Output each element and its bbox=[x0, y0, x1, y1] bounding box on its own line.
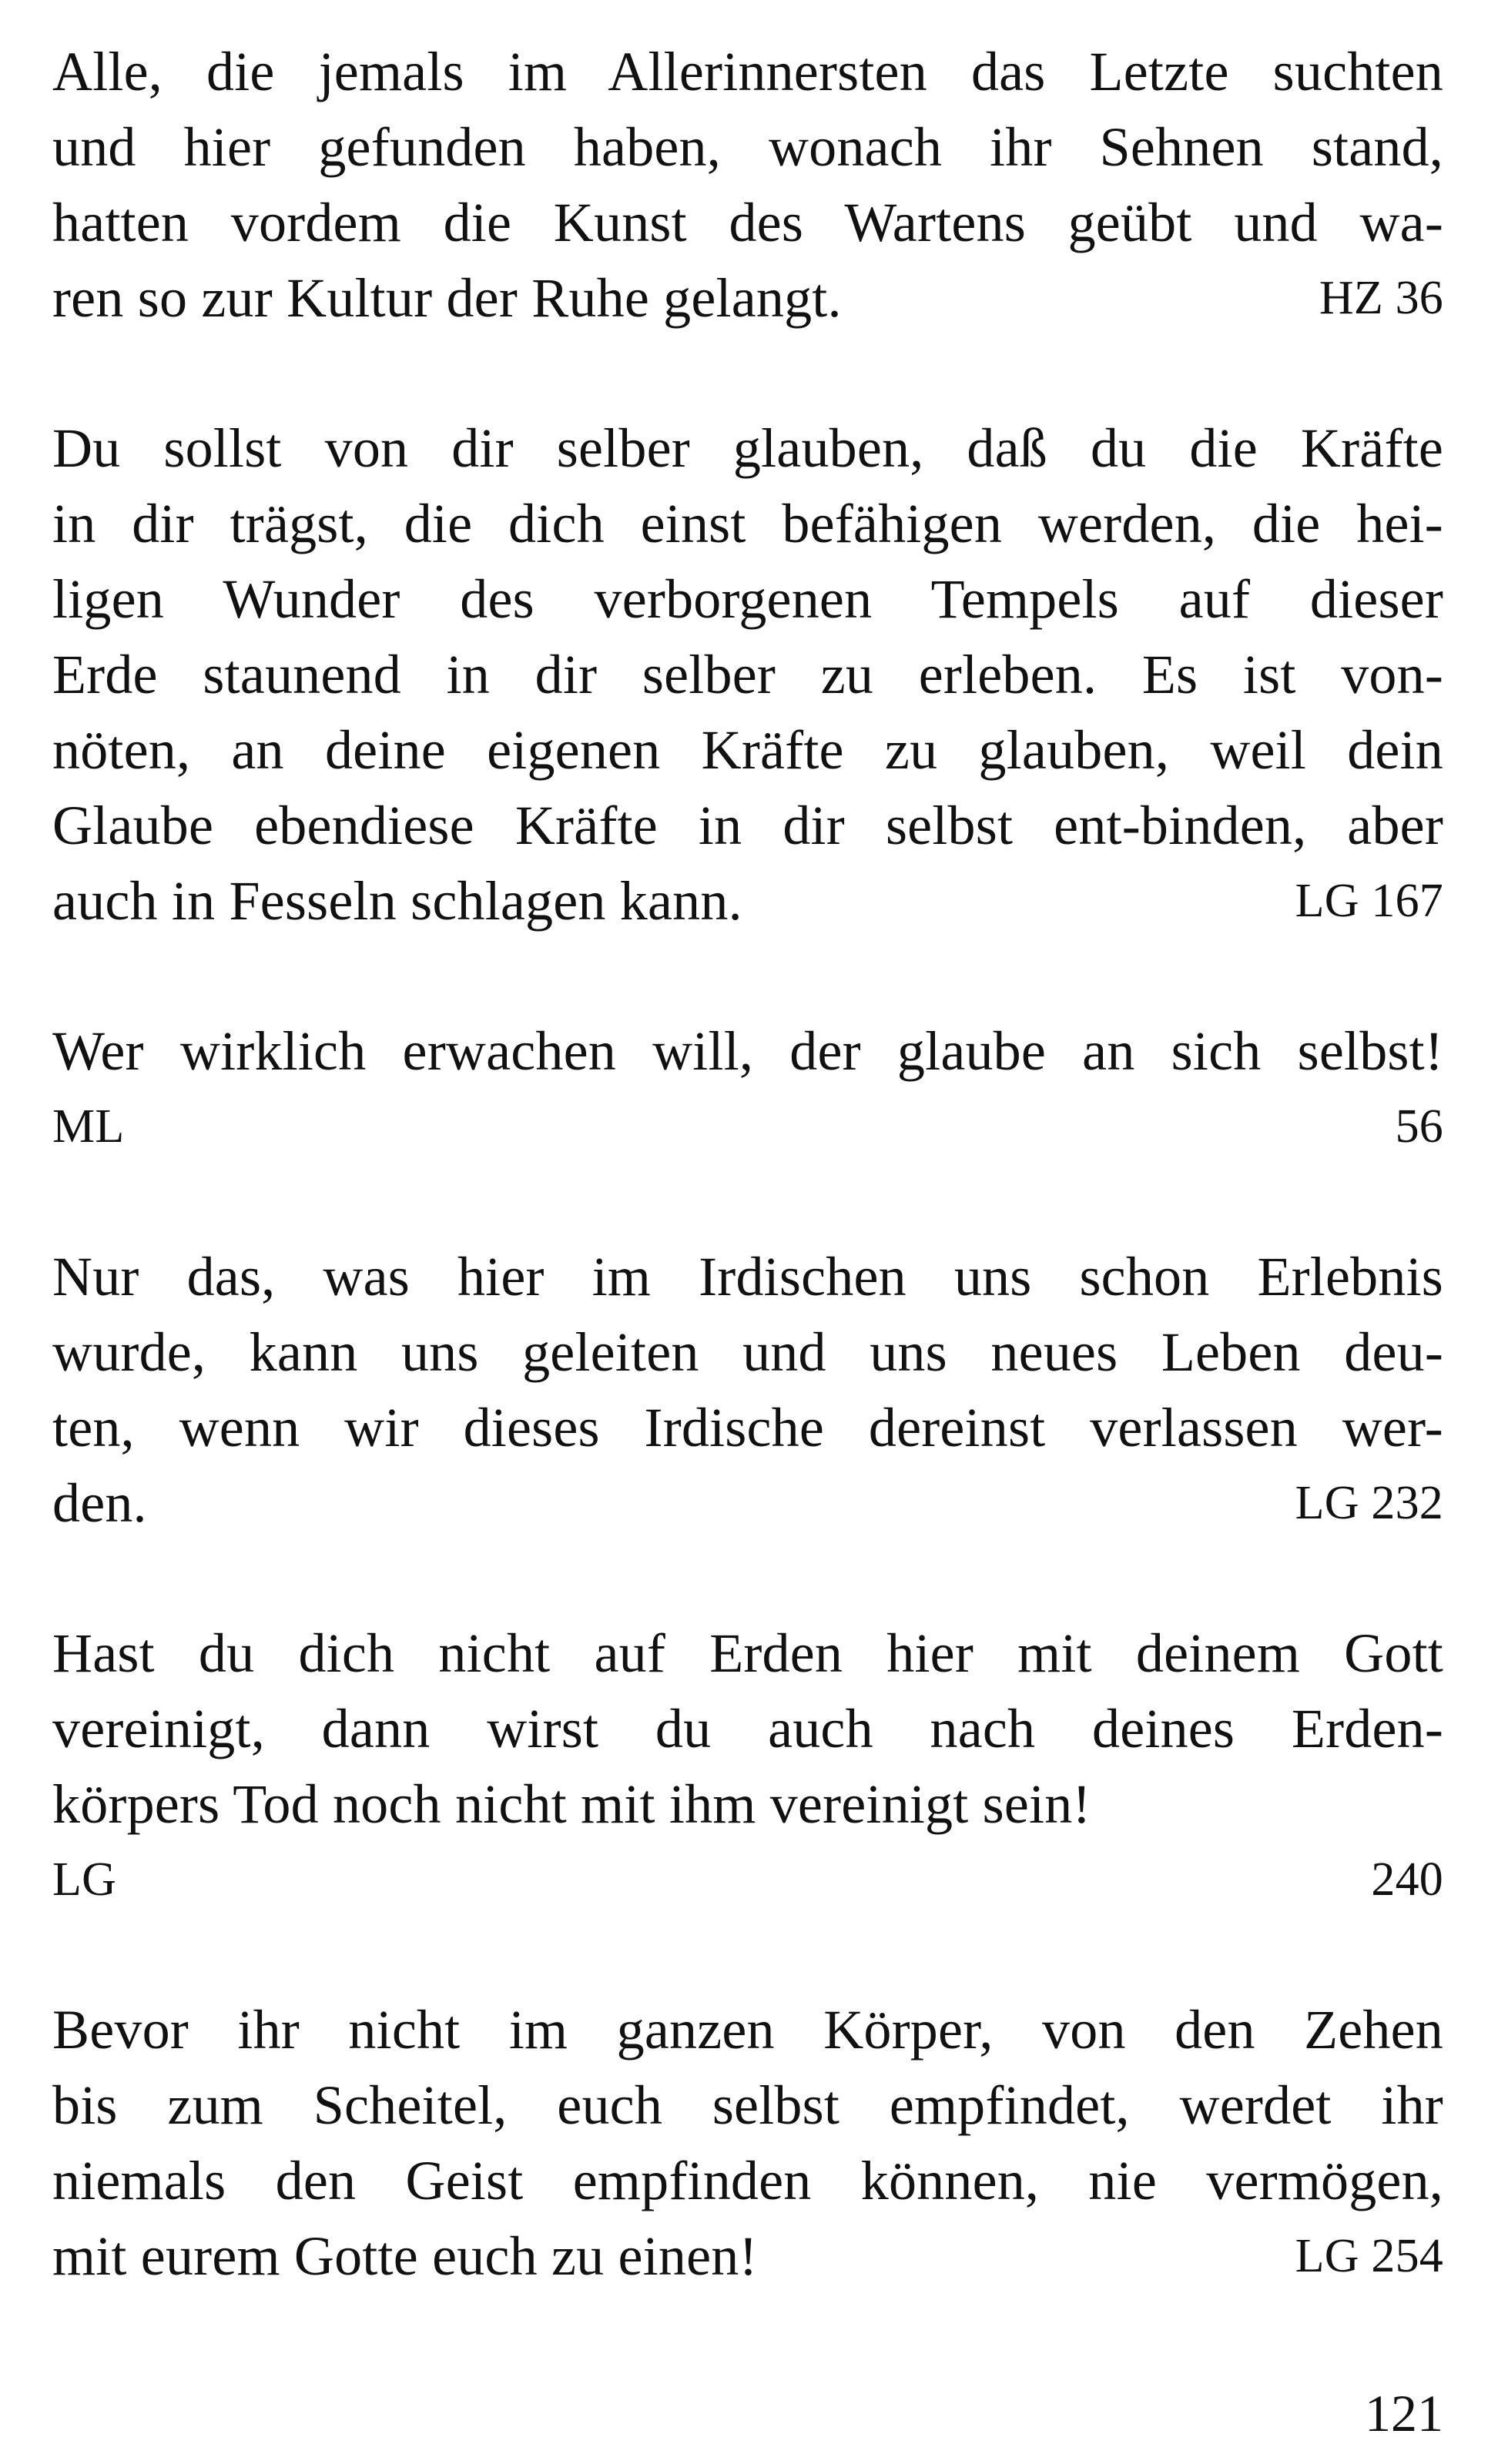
quote-line: Hast du dich nicht auf Erden hier mit deinem Gott bbox=[52, 1622, 1443, 1684]
quote-line: Erde staunend in dir selber zu erleben. Es ist von- bbox=[52, 644, 1443, 705]
quote-paragraph bbox=[52, 34, 1443, 336]
quote-paragraph bbox=[52, 1239, 1443, 1541]
source-reference: LG 232 bbox=[1295, 1477, 1443, 1529]
quote-line-last bbox=[52, 863, 1443, 939]
quote-line-last bbox=[52, 1465, 1443, 1541]
quote-line: nöten, an deine eigenen Kräfte zu glauben, weil dein bbox=[52, 719, 1443, 781]
quote-line: ten, wenn wir dieses Irdische dereinst verlassen wer- bbox=[52, 1397, 1443, 1458]
quote-line: in dir trägst, die dich einst befähigen werden, die hei- bbox=[52, 493, 1443, 554]
quote-paragraph bbox=[52, 1992, 1443, 2294]
quote-line-text: auch in Fesseln schlagen kann. bbox=[52, 870, 742, 932]
page-number: 121 bbox=[1365, 2384, 1443, 2442]
quote-line: Du sollst von dir selber glauben, daß du die Kräfte bbox=[52, 417, 1443, 479]
quote-line-last bbox=[52, 2218, 1443, 2294]
quote-line: hatten vordem die Kunst des Wartens geübt und wa- bbox=[52, 192, 1443, 253]
quote-line-text: mit eurem Gotte euch zu einen! bbox=[52, 2225, 758, 2287]
quote-line: wurde, kann uns geleiten und uns neues Leben deu- bbox=[52, 1321, 1443, 1383]
quote-line: vereinigt, dann wirst du auch nach deines Erden- bbox=[52, 1698, 1443, 1759]
source-reference: ML 56 bbox=[52, 1100, 1443, 1153]
quote-line-last: körpers Tod noch nicht mit ihm vereinigt sein! bbox=[52, 1773, 1091, 1835]
quote-paragraph bbox=[52, 1615, 1443, 1917]
quote-line: niemals den Geist empfinden können, nie vermögen, bbox=[52, 2150, 1443, 2211]
quote-line: bis zum Scheitel, euch selbst empfindet, werdet ihr bbox=[52, 2074, 1443, 2136]
quote-line: Nur das, was hier im Irdischen uns schon Erlebnis bbox=[52, 1246, 1443, 1307]
quote-paragraph bbox=[52, 410, 1443, 939]
page-body bbox=[52, 34, 1443, 2294]
quote-line: Wer wirklich erwachen will, der glaube an sich selbst! bbox=[52, 1020, 1443, 1082]
quote-line-text: ren so zur Kultur der Ruhe gelangt. bbox=[52, 267, 842, 329]
source-reference: LG 254 bbox=[1295, 2230, 1443, 2282]
source-reference: LG 240 bbox=[52, 1853, 1443, 1906]
quote-line-last bbox=[52, 260, 1443, 336]
quote-line: Bevor ihr nicht im ganzen Körper, von den Zehen bbox=[52, 1999, 1443, 2061]
quote-line: und hier gefunden haben, wonach ihr Sehnen stand, bbox=[52, 116, 1443, 178]
quote-line: ligen Wunder des verborgenen Tempels auf dieser bbox=[52, 568, 1443, 630]
quote-paragraph bbox=[52, 1013, 1443, 1164]
source-reference: HZ 36 bbox=[1319, 272, 1443, 324]
quote-line: Glaube ebendiese Kräfte in dir selbst ent-binden, aber bbox=[52, 795, 1443, 856]
source-reference: LG 167 bbox=[1295, 875, 1443, 927]
quote-line: Alle, die jemals im Allerinnersten das Letzte suchten bbox=[52, 41, 1443, 102]
quote-line-text: den. bbox=[52, 1472, 147, 1534]
